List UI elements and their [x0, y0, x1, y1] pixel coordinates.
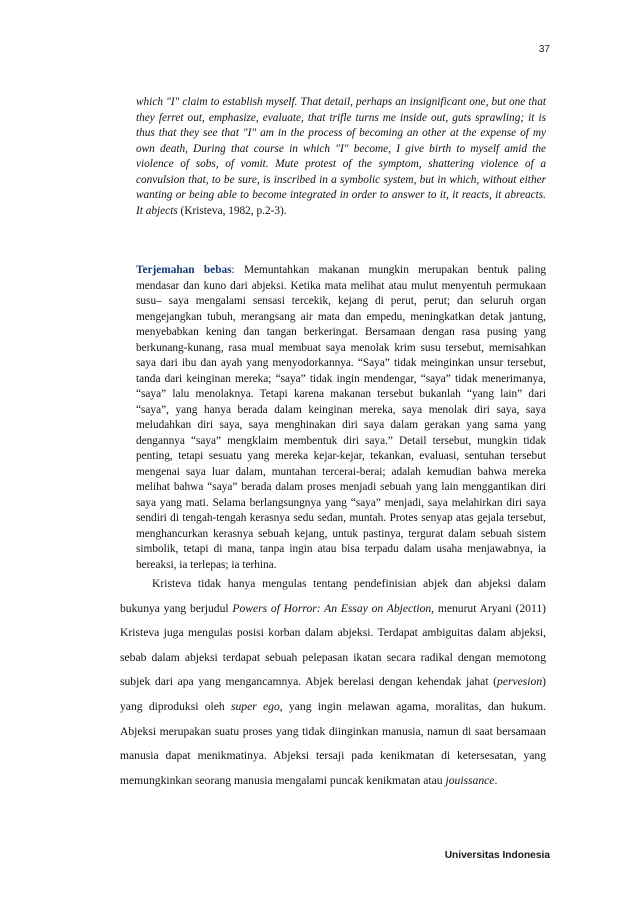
- english-block-quote: [136, 95, 546, 219]
- translation-text: : Memuntahkan makanan mungkin merupakan bentuk paling mendasar dan kuno dari abjeksi. Ketika mata melihat atau mulut menyentuh permukaan susu– saya mengalami sensasi tercekik, kejang di perut, perut; dan seluruh organ mengejangkan tubuh, merangsang air mata dan empedu, meningkatkan detak jantung, menyebabkan kening dan tangan berkeringat. Bersamaan dengan rasa pusing yang berkunang-kunang, rasa mual membuat saya menolak krim susu tersebut, memisahkan saya dari ibu dan ayah yang menyodorkannya. “Saya” tidak meinginkan unsur tersebut, tanda dari keinginan mereka; “saya” tidak ingin mendengar, “saya” tidak menerimanya, “saya” lalu menolaknya. Tetapi karena makanan tersebut bukanlah “yang lain” dari “saya”, yang hanya berada dalam keinginan mereka, saya menolak diri saya, saya meludahkan diri saya, saya menghinakan diri saya dalam gerakan yang sama yang dengannya “saya” mengklaim membentuk diri saya.” Detail tersebut, mungkin tidak penting, tetapi sesuatu yang mereka kejar-kejar, tekankan, evaluasi, sentuhan tersebut mengenai saya luar dalam, muntahan tercerai-berai; adalah kemudian bahwa mereka melihat bahwa “saya” berada dalam proses menjadi sebuah yang lain menggantikan diri saya yang mati. Selama berlangsungnya yang “saya” menjadi, saya melahirkan diri saya sendiri di tengah-tengah kerasnya sedu sedan, muntah. Protes senyap atas gejala tersebut, menghancurkan kerasnya sebuah kejang, untuk pastinya, tergurat dalam sebuah sistem simbolik, tetapi di mana, tanpa ingin atau bisa terpadu dalam usaha menjawabnya, ia bereaksi, ia terlepas; ia terhina.: [136, 264, 546, 571]
- translation-block-quote: [136, 263, 546, 573]
- body-text-4: yang ingin melawan agama, moralitas, dan hukum. Abjeksi merupakan suatu proses yang tidak diinginkan manusia, namun di saat bersamaan manusia dapat menikmatinya. Abjeksi tersaji pada kenikmatan di ketersesatan, yang memungkinkan seorang manusia mengalami puncak kenikmatan atau: [120, 699, 546, 787]
- quote-citation: (Kristeva, 1982, p.2-3).: [177, 204, 287, 217]
- english-quote-text: which "I" claim to establish myself. That detail, perhaps an insignificant one, but one that they ferret out, emphasize, evaluate, that trifle turns me inside out, guts sprawling; it is thus that they see that "I" am in the process of becoming an other at the expense of my own death, During that course in which "I" become, I give birth to myself amid the violence of sobs, of vomit. Mute protest of the symptom, shattering violence of a convulsion that, to be sure, is inscribed in a symbolic system, but in which, without either wanting or being able to become integrated in order to answer to it, it reacts, it abreacts. It abjects: [136, 96, 546, 217]
- book-title: Powers of Horror: An Essay on Abjection,: [232, 601, 435, 615]
- translation-label: Terjemahan bebas: [136, 264, 232, 276]
- body-text-3: ) yang diproduksi oleh: [120, 675, 546, 713]
- body-text-2: menurut Aryani (2011) Kristeva juga mengulas posisi korban dalam abjeksi. Terdapat ambiguitas dalam abjeksi, sebab dalam abjeksi terdapat sebuah pelepasan ikatan secara radikal dengan memotong subjek dari apa yang mengancamnya. Abjek berelasi dengan kehendak jahat (: [120, 601, 546, 689]
- term-jouissance: jouissance: [445, 773, 495, 787]
- page-footer: Universitas Indonesia: [444, 850, 550, 861]
- term-pervesion: pervesion: [497, 675, 543, 689]
- term-super-ego: super ego,: [230, 699, 283, 713]
- body-text-5: .: [494, 773, 498, 787]
- body-paragraph: [120, 572, 546, 793]
- body-text-1: Kristeva tidak hanya mengulas tentang pendefinisian abjek dan abjeksi dalam bukunya yang berjudul: [120, 577, 546, 615]
- page-number: 37: [538, 44, 550, 55]
